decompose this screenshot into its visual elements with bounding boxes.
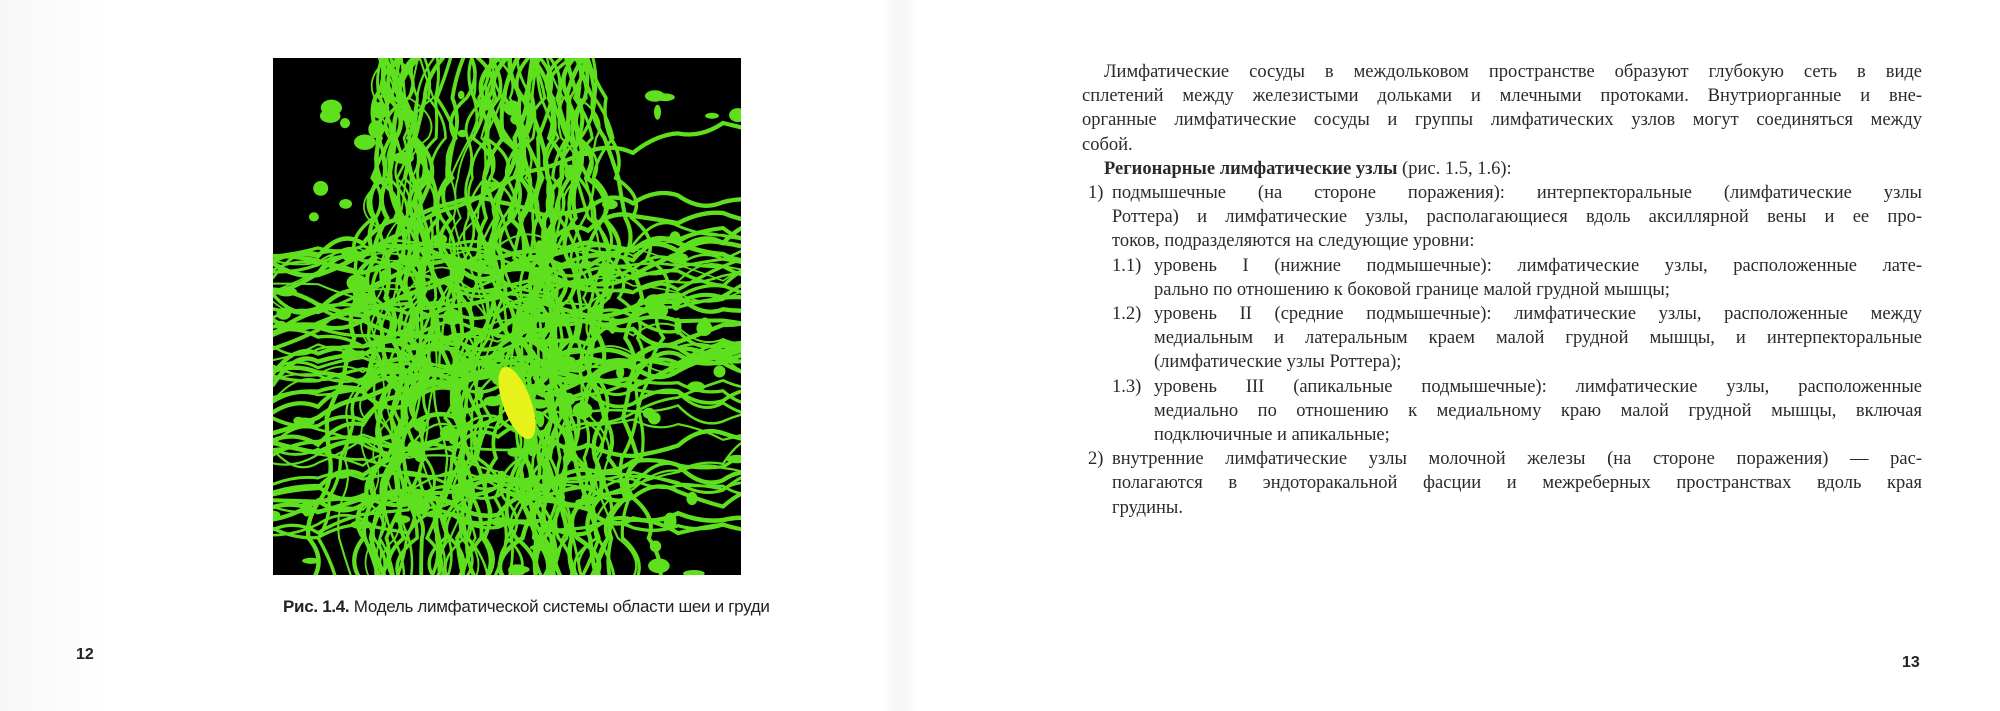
lymph-node	[333, 470, 349, 479]
lymph-node	[705, 113, 719, 119]
lymph-node	[368, 120, 384, 138]
lymph-node	[398, 374, 410, 383]
lymph-node	[353, 292, 374, 305]
lymph-node	[276, 287, 297, 297]
lymph-node	[400, 221, 416, 227]
lymph-node	[398, 108, 413, 117]
intro-line: органные лимфатические сосуды и группы лимфатических узлов могут соединяться между	[1082, 110, 1922, 131]
lymph-node	[616, 366, 624, 379]
lymph-node	[474, 387, 483, 400]
lymph-node	[536, 412, 544, 427]
sub-list-item-line: подключичные и апикальные;	[1154, 425, 1390, 446]
lymph-node	[458, 130, 468, 137]
sub-list-item-line: медиальным и латеральным краем малой грудной мышцы, и интерпекторальные	[1154, 328, 1922, 349]
list-item-line: подмышечные (на стороне поражения): интерпекторальные (лимфатические узлы	[1112, 183, 1922, 204]
lymph-node	[412, 499, 430, 515]
lymph-node	[545, 476, 561, 485]
lymph-node	[340, 118, 350, 128]
sub-list-item-line: уровень III (апикальные подмышечные): лимфатические узлы, расположенные	[1154, 376, 1922, 397]
lymph-node	[602, 200, 618, 210]
lymph-node	[433, 234, 448, 245]
lymph-node	[626, 306, 645, 312]
section-heading-bold: Регионарные лимфатические узлы	[1104, 158, 1398, 179]
lymph-node	[321, 100, 342, 116]
lymph-node	[645, 294, 664, 311]
sub-list-item-number: 1.1)	[1112, 255, 1142, 276]
right-page-text	[1082, 60, 1922, 520]
lymph-node	[567, 364, 586, 373]
lymph-node	[514, 314, 536, 331]
sub-list-item-line: (лимфатические узлы Роттера);	[1154, 352, 1402, 373]
lymph-node	[448, 428, 459, 445]
sub-list-item-line: уровень I (нижние подмышечные): лимфатические узлы, расположенные лате-	[1154, 255, 1922, 276]
lymph-node	[483, 396, 502, 406]
intro-paragraph	[1082, 60, 1922, 157]
lymph-node	[531, 399, 548, 408]
lymph-node	[564, 165, 577, 181]
lymph-node	[471, 260, 491, 266]
figure-caption-label: Рис. 1.4.	[283, 597, 350, 616]
lymph-node	[672, 299, 680, 310]
list-item-line: внутренние лимфатические узлы молочной железы (на стороне поражения) — рас-	[1112, 449, 1922, 470]
lymph-node	[350, 520, 372, 529]
lymph-node	[545, 337, 554, 347]
section-heading-rest: (рис. 1.5, 1.6):	[1397, 158, 1512, 179]
left-page-edge-shade	[0, 0, 175, 711]
lymph-node	[573, 402, 593, 419]
list-item	[1082, 181, 1922, 254]
lymph-node	[686, 492, 697, 505]
lymph-node	[563, 441, 576, 457]
lymph-node	[276, 308, 291, 320]
lymph-node	[507, 448, 522, 457]
lymph-node	[577, 150, 594, 156]
lymphatic-system-figure	[273, 58, 741, 575]
lymph-node	[354, 135, 376, 150]
sub-list-item-number: 1.3)	[1112, 376, 1142, 397]
sub-list-item-line: медиально по отношению к медиальному краю малой грудной мышцы, включая	[1154, 400, 1922, 421]
sub-list-item-line: уровень II (средние подмышечные): лимфатические узлы, расположенные между	[1154, 304, 1922, 325]
book-gutter	[880, 0, 920, 711]
lymph-node	[379, 270, 389, 284]
lymph-node	[450, 266, 464, 284]
intro-line: собой.	[1082, 134, 1133, 155]
lymph-node	[535, 240, 544, 257]
lymph-node	[670, 231, 681, 244]
lymph-node	[339, 199, 352, 209]
lymph-node	[497, 346, 504, 361]
lymph-node	[488, 182, 498, 189]
sub-list-item	[1082, 254, 1922, 302]
lymph-node	[650, 541, 661, 553]
lymph-node	[347, 274, 368, 291]
lymph-node	[393, 152, 414, 164]
lymph-node	[393, 515, 410, 523]
figure-caption	[283, 597, 803, 617]
lymph-node	[443, 309, 462, 325]
page-number-left: 12	[76, 646, 94, 663]
sub-list-item	[1082, 375, 1922, 448]
lymph-node	[313, 181, 328, 196]
lymph-node	[302, 558, 320, 564]
lymph-node	[527, 439, 538, 456]
lymph-node	[521, 496, 531, 506]
lymph-node	[683, 570, 705, 575]
intro-line: Лимфатические сосуды в междольковом пространстве образуют глубокую сеть в виде	[1104, 62, 1922, 82]
lymphatic-network-image	[273, 58, 741, 575]
lymph-node	[503, 102, 516, 114]
figure-caption-text: Модель лимфатической системы области шеи и груди	[349, 597, 770, 616]
lymph-node	[729, 108, 741, 122]
lymph-node	[668, 253, 688, 262]
lymph-node	[575, 499, 595, 505]
lymph-node	[656, 93, 675, 101]
lymph-node	[608, 317, 616, 334]
lymph-node	[276, 321, 287, 328]
lymph-node	[480, 96, 492, 111]
list-item-line: токов, подразделяются на следующие уровни:	[1112, 231, 1475, 252]
lymph-node	[687, 381, 705, 392]
lymph-node	[560, 393, 575, 406]
lymph-node	[674, 318, 681, 335]
lymph-node	[510, 114, 524, 125]
intro-line: сплетений между железистыми дольками и млечными протоками. Внутриорганные и вне-	[1082, 86, 1922, 107]
sub-list-item	[1082, 302, 1922, 375]
lymph-node	[372, 102, 388, 119]
lymph-node	[415, 453, 427, 462]
lymph-node	[654, 105, 661, 120]
lymph-node	[519, 480, 529, 492]
lymph-node	[530, 545, 550, 551]
sub-list-item-number: 1.2)	[1112, 304, 1142, 325]
lymph-node	[413, 419, 425, 432]
lymph-node	[450, 361, 472, 374]
lymph-node	[341, 349, 355, 362]
lymph-node	[342, 248, 360, 262]
section-heading	[1082, 157, 1922, 181]
lymph-node	[648, 558, 670, 573]
sub-list-item-line: рально по отношению к боковой границе малой грудной мышцы;	[1154, 279, 1670, 300]
list-item-number: 2)	[1088, 449, 1104, 470]
lymph-node	[309, 212, 319, 221]
lymph-node	[643, 408, 655, 419]
lymph-node	[492, 519, 511, 527]
lymph-node	[302, 499, 312, 516]
list-item	[1082, 447, 1922, 520]
list-item-line: грудины.	[1112, 497, 1183, 518]
list-item-line: полагаются в эндоторакальной фасции и межреберных пространствах вдоль края	[1112, 473, 1922, 494]
lymph-node	[696, 320, 712, 336]
lymph-node	[598, 263, 615, 278]
lymph-node	[458, 91, 465, 99]
lymph-node	[557, 356, 575, 364]
list-item-line: Роттера) и лимфатические узлы, располагающиеся вдоль аксиллярной вены и ее про-	[1112, 207, 1922, 228]
lymph-node	[532, 267, 551, 280]
list-item-number: 1)	[1088, 183, 1104, 204]
page-number-right: 13	[1902, 654, 1920, 671]
lymph-node	[714, 366, 726, 378]
lymph-node	[483, 363, 502, 370]
lymph-node	[294, 418, 315, 427]
lymph-node	[497, 471, 506, 484]
lymph-node	[664, 513, 677, 530]
